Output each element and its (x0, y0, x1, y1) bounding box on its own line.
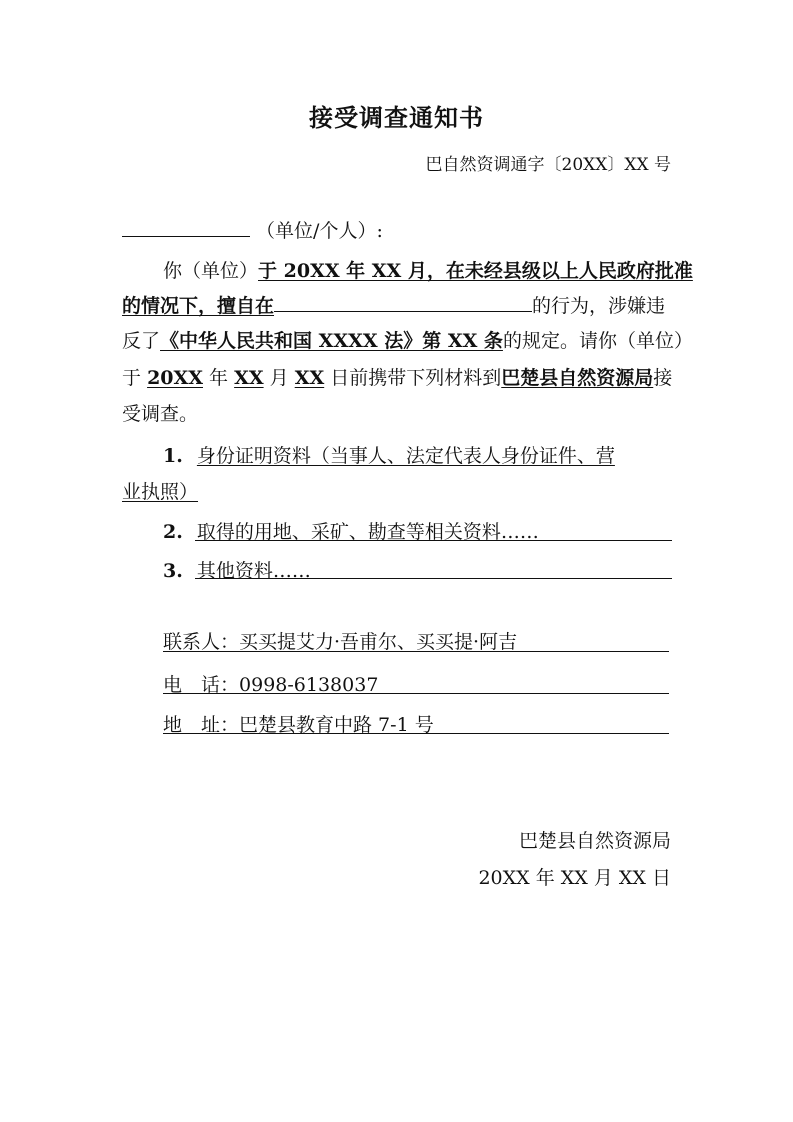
contact-label: 地 址： (163, 714, 240, 736)
paragraph-text: 的规定。请你（单位） (502, 330, 693, 352)
violation-location-blank[interactable] (274, 311, 532, 312)
paragraph-line-4 (122, 362, 672, 394)
contact-underline (163, 651, 669, 652)
contact-phone (163, 669, 378, 701)
violation-text: 的情况下，擅自在 (122, 295, 275, 317)
contact-value: 买买提艾力·吾甫尔、买买提·阿吉 (239, 631, 518, 653)
addressee-line (122, 215, 383, 247)
paragraph-text: 于 (122, 367, 142, 389)
contact-label: 联系人： (163, 631, 240, 653)
paragraph-text: 接 (653, 367, 673, 389)
paragraph-text: 反了 (122, 330, 161, 352)
material-underline (195, 540, 672, 541)
paragraph-line-3 (122, 325, 693, 357)
contact-value: 巴楚县教育中路 7-1 号 (239, 714, 434, 736)
addressee-suffix: （单位/个人）: (256, 220, 383, 242)
deadline-month: XX (234, 367, 264, 389)
material-underline (195, 578, 672, 579)
contact-underline (163, 733, 669, 734)
contact-address (163, 709, 434, 741)
paragraph-text: 年 (209, 367, 229, 389)
violation-time-text: 于 20XX 年 XX 月，在未经县级以上人民政府批准 (258, 260, 693, 282)
law-citation: 《中华人民共和国 XXXX 法》第 XX 条 (160, 330, 503, 352)
deadline-day: XX (294, 367, 325, 389)
paragraph-line-1 (163, 255, 693, 287)
material-text: 业执照） (122, 481, 199, 503)
paragraph-line-2 (122, 290, 665, 322)
material-number: 3. (163, 560, 183, 582)
material-text: 身份证明资料（当事人、法定代表人身份证件、营 (196, 445, 615, 467)
contact-person (163, 626, 517, 658)
material-item-3 (163, 555, 311, 587)
material-number: 1. (163, 445, 183, 467)
contact-value: 0998-6138037 (239, 674, 379, 696)
paragraph-text: 的行为，涉嫌违 (532, 295, 666, 317)
issue-date: 20XX 年 XX 月 XX 日 (478, 867, 671, 889)
addressee-blank[interactable] (122, 236, 250, 237)
material-text: 取得的用地、采矿、勘查等相关资料…… (196, 521, 539, 543)
contact-underline (163, 693, 669, 694)
paragraph-text: 你（单位） (163, 260, 259, 282)
investigating-office: 巴楚县自然资源局 (501, 367, 654, 389)
material-number: 2. (163, 521, 183, 543)
deadline-year: 20XX (147, 367, 203, 389)
material-text: 其他资料…… (196, 560, 311, 582)
document-title: 接受调查通知书 (309, 103, 484, 132)
contact-label: 电 话： (163, 674, 240, 696)
issuer-name: 巴楚县自然资源局 (518, 830, 671, 852)
document-number: 巴自然资调通字〔20XX〕XX 号 (425, 155, 671, 175)
material-item-1 (163, 440, 615, 472)
paragraph-line-5: 受调查。 (122, 403, 199, 425)
material-item-2 (163, 516, 539, 548)
paragraph-text: 日前携带下列材料到 (330, 367, 502, 389)
paragraph-text: 月 (269, 367, 289, 389)
material-item-1-cont (122, 476, 198, 508)
